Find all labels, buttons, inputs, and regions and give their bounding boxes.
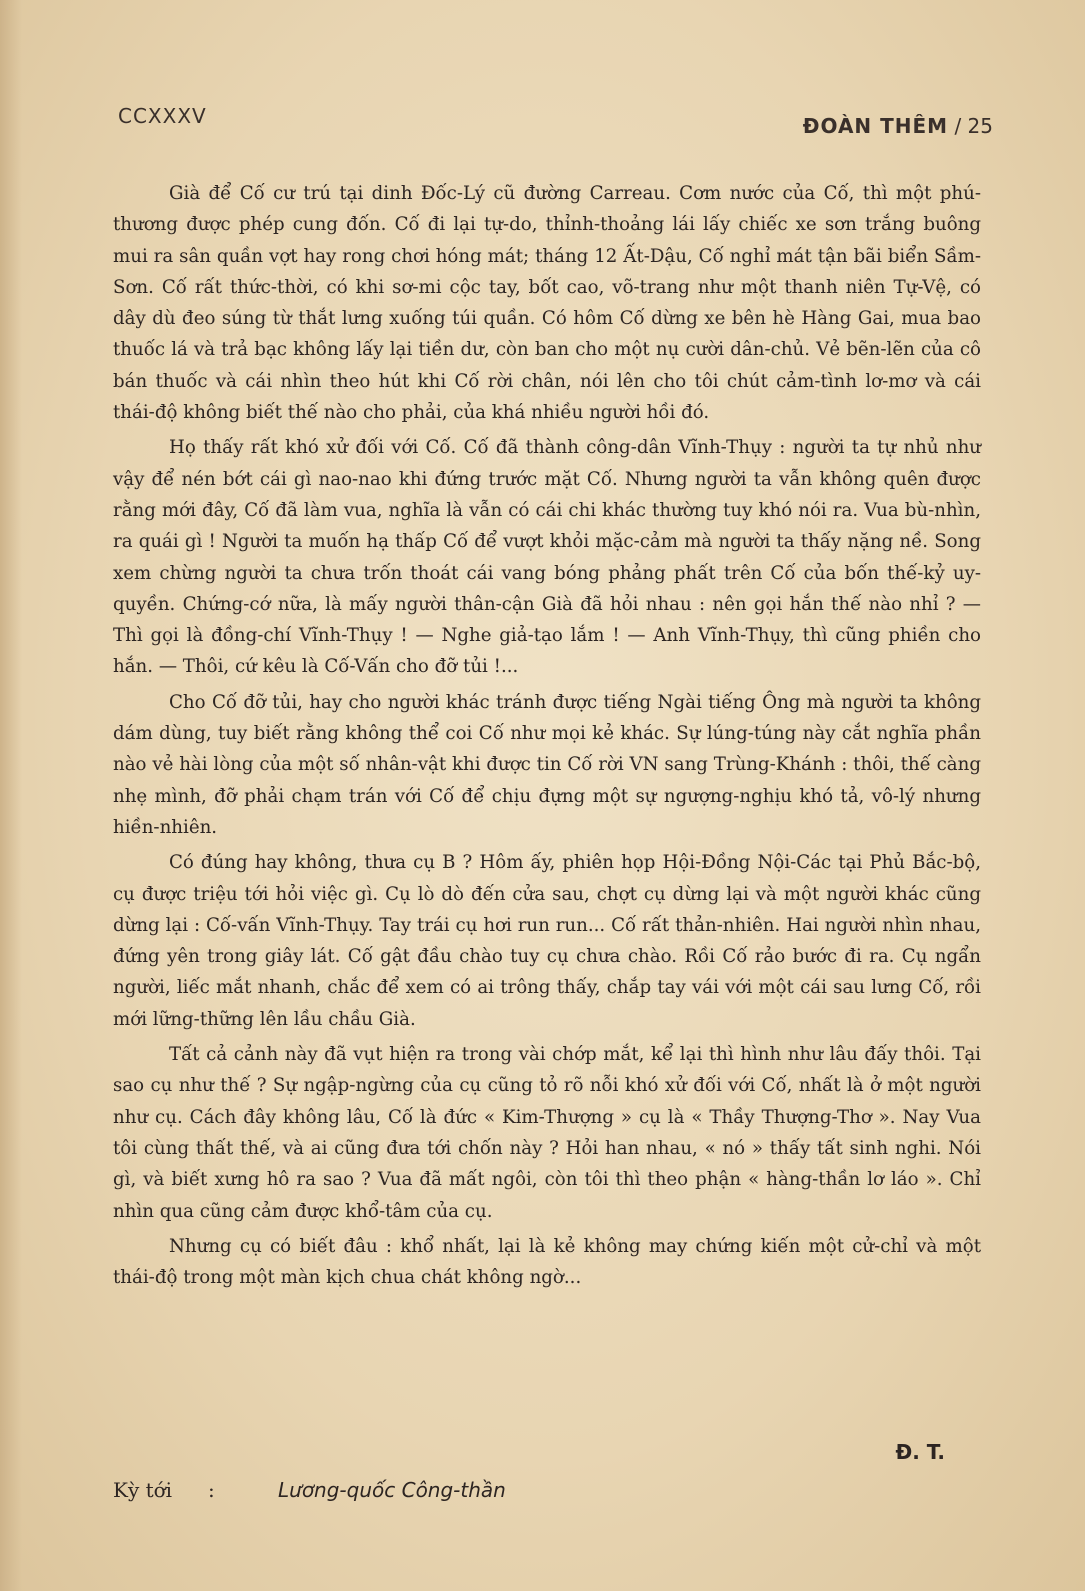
next-issue-label: Kỳ tới xyxy=(113,1478,173,1502)
author-signature: Đ. T. xyxy=(895,1440,945,1464)
next-issue-note xyxy=(113,1478,506,1502)
article-body xyxy=(113,178,981,1293)
next-issue-colon: : xyxy=(208,1478,215,1502)
page-edge-shadow xyxy=(0,0,22,1591)
folio-roman-numeral: CCXXXV xyxy=(118,104,207,128)
paragraph: Tất cả cảnh này đã vụt hiện ra trong vài chớp mắt, kể lại thì hình như lâu đấy thôi. Tại sao cụ như thế ? Sự ngập-ngừng của cụ cũng tỏ rõ nỗi khó xử đối với Cố, nhất là ở một người như cụ. Cách đây không lâu, Cố là đức « Kim-Thượng » cụ là « Thầy Thượng-Thơ ». Nay Vua tôi cùng thất thế, và ai cũng đưa tới chốn này ? Hỏi han nhau, « nó » thấy tất sinh nghi. Nói gì, và biết xưng hô ra sao ? Vua đã mất ngôi, còn tôi thì theo phận « hàng-thần lơ láo ». Chỉ nhìn qua cũng cảm được khổ-tâm của cụ. xyxy=(113,1044,981,1222)
paragraph: Họ thấy rất khó xử đối với Cố. Cố đã thành công-dân Vĩnh-Thụy : người ta tự nhủ như vậy để nén bớt cái gì nao-nao khi đứng trước mặt Cố. Nhưng người ta vẫn không quên được rằng mới đây, Cố đã làm vua, nghĩa là vẫn có cái chi khác thường tuy khó nói ra. Vua bù-nhìn, ra quái gì ! Người ta muốn hạ thấp Cố để vượt khỏi mặc-cảm mà người ta thấy nặng nề. Song xem chừng người ta chưa trốn thoát cái vang bóng phảng phất trên Cố của bốn thế-kỷ uy-quyền. Chứng-cớ nữa, là mấy người thân-cận Già đã hỏi nhau : nên gọi hắn thế nào nhỉ ? — Thì gọi là đồng-chí Vĩnh-Thụy ! — Nghe giả-tạo lắm ! — Anh Vĩnh-Thụy, thì cũng phiền cho hắn. — Thôi, cứ kêu là Cố-Vấn cho đỡ tủi !... xyxy=(113,437,981,678)
next-issue-title: Lương-quốc Công-thần xyxy=(278,1478,506,1502)
paragraph: Có đúng hay không, thưa cụ B ? Hôm ấy, phiên họp Hội-Đồng Nội-Các tại Phủ Bắc-bộ, cụ được triệu tới hỏi việc gì. Cụ lò dò đến cửa sau, chợt cụ dừng lại và một người khác cũng dừng lại : Cố-vấn Vĩnh-Thụy. Tay trái cụ hơi run run... Cố rất thản-nhiên. Hai người nhìn nhau, đứng yên trong giây lát. Cố gật đầu chào tuy cụ chưa chào. Rồi Cố rảo bước đi ra. Cụ ngẩn người, liếc mắt nhanh, chắc để xem có ai trông thấy, chắp tay vái với một cái sau lưng Cố, rồi mới lững-thững lên lầu chầu Già. xyxy=(113,852,981,1030)
paragraph: Cho Cố đỡ tủi, hay cho người khác tránh được tiếng Ngài tiếng Ông mà người ta không dám dùng, tuy biết rằng không thể coi Cố như mọi kẻ khác. Sự lúng-túng này cắt nghĩa phần nào vẻ hài lòng của một số nhân-vật khi được tin Cố rời VN sang Trùng-Khánh : thôi, thế càng nhẹ mình, đỡ phải chạm trán với Cố để chịu đựng một sự ngượng-nghịu khó tả, vô-lý nhưng hiền-nhiên. xyxy=(113,691,981,838)
page-number: 25 xyxy=(967,114,993,138)
page-header xyxy=(118,104,993,140)
paragraph: Già để Cố cư trú tại dinh Đốc-Lý cũ đường Carreau. Cơm nước của Cố, thì một phú-thương được phép cung đốn. Cố đi lại tự-do, thỉnh-thoảng lái lấy chiếc xe sơn trắng buông mui ra sân quần vợt hay rong chơi hóng mát; tháng 12 Ất-Dậu, Cố nghỉ mát tận bãi biển Sầm-Sơn. Cố rất thức-thời, có khi sơ-mi cộc tay, bốt cao, võ-trang như một thanh niên Tự-Vệ, có dây dù đeo súng từ thắt lưng xuống túi quần. Có hôm Cố dừng xe bên hè Hàng Gai, mua bao thuốc lá và trả bạc không lấy lại tiền dư, còn ban cho một nụ cười dân-chủ. Vẻ bẽn-lẽn của cô bán thuốc và cái nhìn theo hút khi Cố rời chân, nói lên cho tôi chút cảm-tình lơ-mơ và cái thái-độ không biết thế nào cho phải, của khá nhiều người hồi đó. xyxy=(113,183,981,424)
running-title-author: ĐOÀN THÊM xyxy=(802,114,949,138)
paragraph: Nhưng cụ có biết đâu : khổ nhất, lại là kẻ không may chứng kiến một cử-chỉ và một thái-độ trong một màn kịch chua chát không ngờ... xyxy=(113,1235,981,1289)
running-title-separator: / xyxy=(954,114,962,138)
running-title xyxy=(803,114,993,138)
